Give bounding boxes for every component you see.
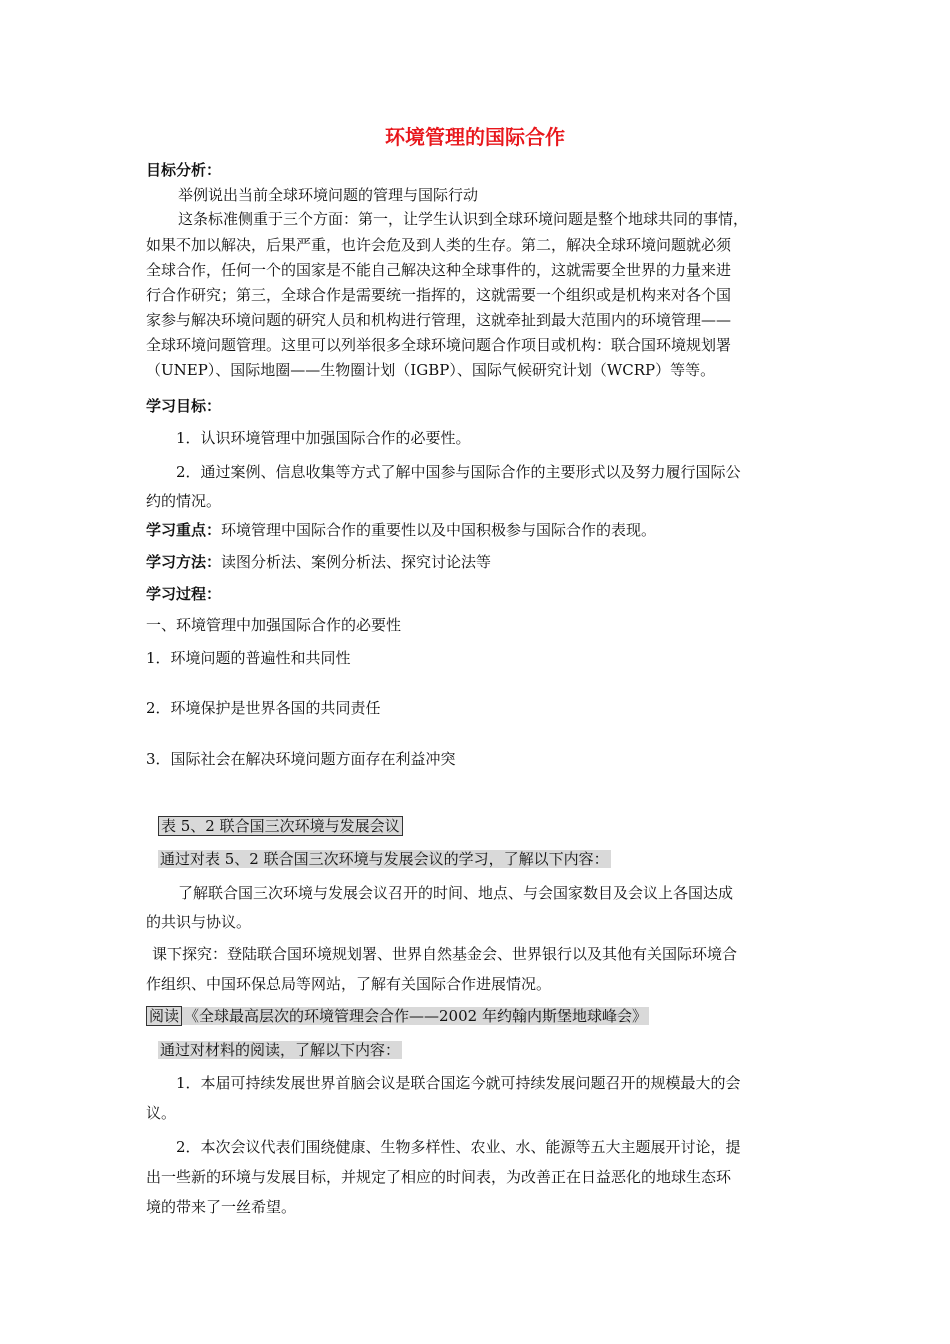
reading-title: 《全球最高层次的环境管理会合作——2002 年约翰内斯堡地球峰会》	[184, 1007, 647, 1025]
reading-item-cont: 议。	[146, 1104, 177, 1122]
objective-heading: 目标分析：	[146, 161, 222, 179]
explore-line: 课下探究：登陆联合国环境规划署、世界自然基金会、世界银行以及其他有关国际环境合	[152, 945, 738, 963]
goal-item: 2．通过案例、信息收集等方式了解中国参与国际合作的主要形式以及努力履行国际公	[176, 463, 741, 481]
point-item: 2．环境保护是世界各国的共同责任	[146, 699, 381, 717]
objective-para-line: 行合作研究；第三，全球合作是需要统一指挥的，这就需要一个组织或是机构来对各个国	[146, 286, 732, 304]
focus-text: 环境管理中国际合作的重要性以及中国积极参与国际合作的表现。	[221, 521, 657, 539]
reading-tag: 阅读	[146, 1006, 182, 1026]
process-heading: 学习过程：	[146, 585, 222, 603]
method-line	[146, 552, 491, 572]
focus-line	[146, 520, 656, 540]
goals-heading: 学习目标：	[146, 397, 222, 415]
focus-label: 学习重点：	[146, 521, 222, 539]
reading-item: 2．本次会议代表们围绕健康、生物多样性、农业、水、能源等五大主题展开讨论，提	[176, 1138, 741, 1156]
reading-title-line	[146, 1006, 649, 1026]
method-text: 读图分析法、案例分析法、探究讨论法等	[221, 553, 492, 571]
table-reference	[158, 816, 403, 836]
table-body-line: 了解联合国三次环境与发展会议召开的时间、地点、与会国家数目及会议上各国达成	[178, 884, 734, 902]
curriculum-standard: 举例说出当前全球环境问题的管理与国际行动	[178, 186, 479, 204]
table-body-line: 的共识与协议。	[146, 913, 252, 931]
objective-para-line: 如果不加以解决，后果严重，也许会危及到人类的生存。第二，解决全球环境问题就必须	[146, 236, 732, 254]
objective-para-line: 全球合作，任何一个的国家是不能自己解决这种全球事件的，这就需要全世界的力量来进	[146, 261, 732, 279]
goal-item-cont: 约的情况。	[146, 492, 222, 510]
table-intro-text: 通过对表 5、2 联合国三次环境与发展会议的学习，了解以下内容：	[160, 850, 609, 868]
table-intro	[158, 849, 611, 869]
point-item: 1．环境问题的普遍性和共同性	[146, 649, 351, 667]
reading-item: 1．本届可持续发展世界首脑会议是联合国迄今就可持续发展问题召开的规模最大的会	[176, 1074, 741, 1092]
section-heading: 一、环境管理中加强国际合作的必要性	[146, 616, 402, 634]
explore-line: 作组织、中国环保总局等网站，了解有关国际合作进展情况。	[146, 975, 552, 993]
method-label: 学习方法：	[146, 553, 222, 571]
reading-intro-text: 通过对材料的阅读，了解以下内容：	[160, 1041, 401, 1059]
objective-para-line: 家参与解决环境问题的研究人员和机构进行管理，这就牵扯到最大范围内的环境管理——	[146, 311, 732, 329]
reading-item-cont: 境的带来了一丝希望。	[146, 1198, 297, 1216]
goal-item: 1．认识环境管理中加强国际合作的必要性。	[176, 429, 471, 447]
objective-para-line: 这条标准侧重于三个方面：第一，让学生认识到全球环境问题是整个地球共同的事情，	[178, 210, 749, 228]
table-label: 表 5、2 联合国三次环境与发展会议	[158, 816, 403, 836]
point-item: 3．国际社会在解决环境问题方面存在利益冲突	[146, 750, 456, 768]
objective-para-line: 全球环境问题管理。这里可以列举很多全球环境问题合作项目或机构：联合国环境规划署	[146, 336, 732, 354]
reading-item-cont: 出一些新的环境与发展目标，并规定了相应的时间表，为改善正在日益恶化的地球生态环	[146, 1168, 732, 1186]
reading-intro	[158, 1040, 402, 1060]
objective-para-line: （UNEP）、国际地圈——生物圈计划（IGBP）、国际气候研究计划（WCRP）等等。	[146, 361, 716, 379]
page-title: 环境管理的国际合作	[385, 125, 565, 149]
